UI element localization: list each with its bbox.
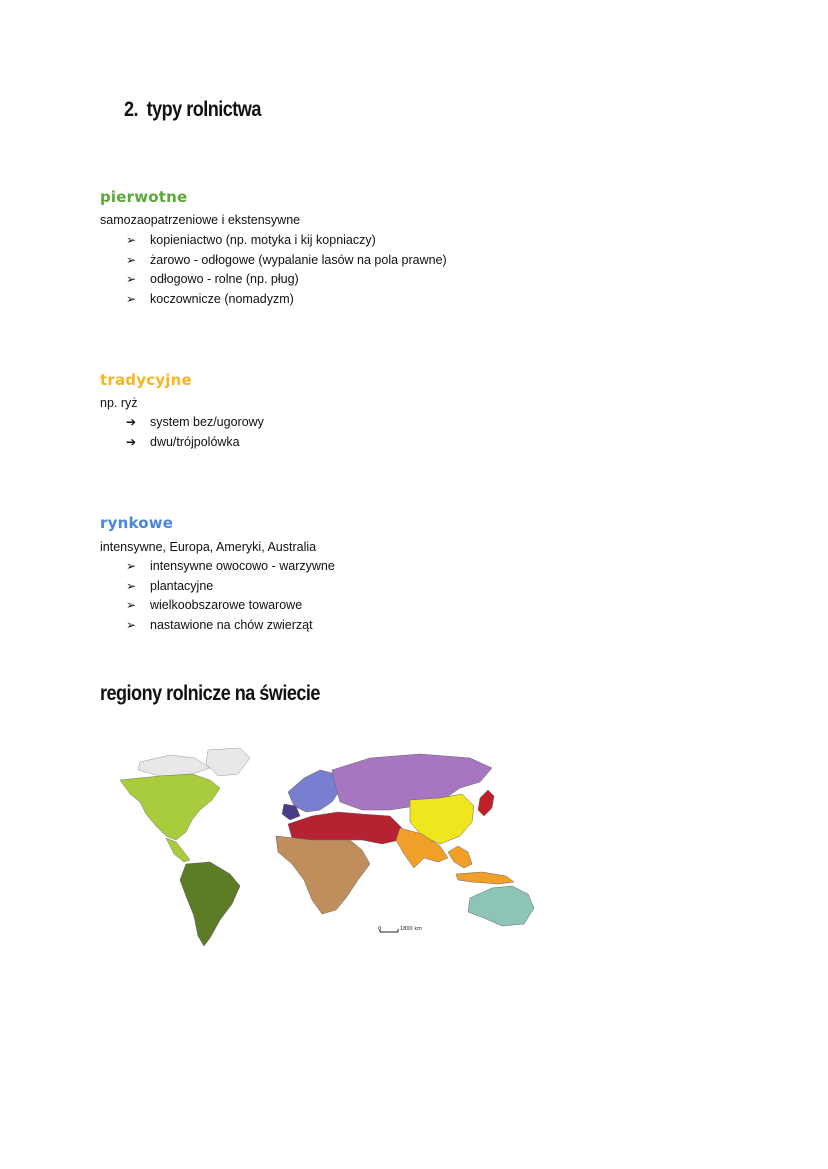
arrowhead-bullet-icon: ➢ — [126, 291, 137, 306]
list-item: ➔ dwu/trójpolówka — [126, 433, 264, 453]
regions-heading: regiony rolnicze na świecie — [100, 682, 320, 705]
list-item: ➔ system bez/ugorowy — [126, 413, 264, 433]
section-list-rynkowe — [126, 557, 335, 635]
arrowhead-bullet-icon: ➢ — [126, 578, 137, 593]
section-subtitle-pierwotne: samozaopatrzeniowe i ekstensywne — [100, 213, 301, 227]
section-subtitle-rynkowe: intensywne, Europa, Ameryki, Australia — [100, 540, 317, 554]
arrow-bullet-icon: ➔ — [126, 434, 137, 449]
arrowhead-bullet-icon: ➢ — [126, 598, 137, 612]
arrowhead-bullet-icon: ➢ — [126, 233, 137, 247]
list-item: ➢ kopieniactwo (np. motyka i kij kopniaczy) — [126, 231, 447, 251]
world-agriculture-map — [100, 740, 553, 950]
section-subtitle-tradycyjne: np. ryż — [100, 396, 138, 410]
arrowhead-bullet-icon: ➢ — [126, 252, 137, 267]
arrowhead-bullet-icon: ➢ — [126, 559, 137, 573]
scale-label-end: 1800 km — [400, 926, 423, 932]
list-item: ➢ wielkoobszarowe towarowe — [126, 596, 335, 616]
arrowhead-bullet-icon: ➢ — [126, 272, 137, 286]
list-item: ➢ odłogowo - rolne (np. pług) — [126, 270, 447, 290]
list-item: ➢ plantacyjne — [126, 577, 335, 597]
arrowhead-bullet-icon: ➢ — [126, 617, 137, 632]
arrow-bullet-icon: ➔ — [126, 415, 137, 429]
title-text: typy rolnictwa — [146, 98, 261, 121]
list-item: ➢ nastawione na chów zwierząt — [126, 616, 335, 636]
section-heading-pierwotne: pierwotne — [100, 188, 188, 206]
list-item: ➢ koczownicze (nomadyzm) — [126, 290, 447, 310]
list-item: ➢ intensywne owocowo - warzywne — [126, 557, 335, 577]
title-number: 2. — [124, 98, 139, 121]
section-list-pierwotne — [126, 231, 447, 309]
section-list-tradycyjne — [126, 413, 264, 452]
section-heading-rynkowe: rynkowe — [100, 514, 174, 532]
scale-label-start: 0 — [378, 926, 382, 932]
section-heading-tradycyjne: tradycyjne — [100, 371, 192, 389]
page-title — [124, 98, 261, 122]
list-item: ➢ żarowo - odłogowe (wypalanie lasów na pola prawne) — [126, 251, 447, 271]
